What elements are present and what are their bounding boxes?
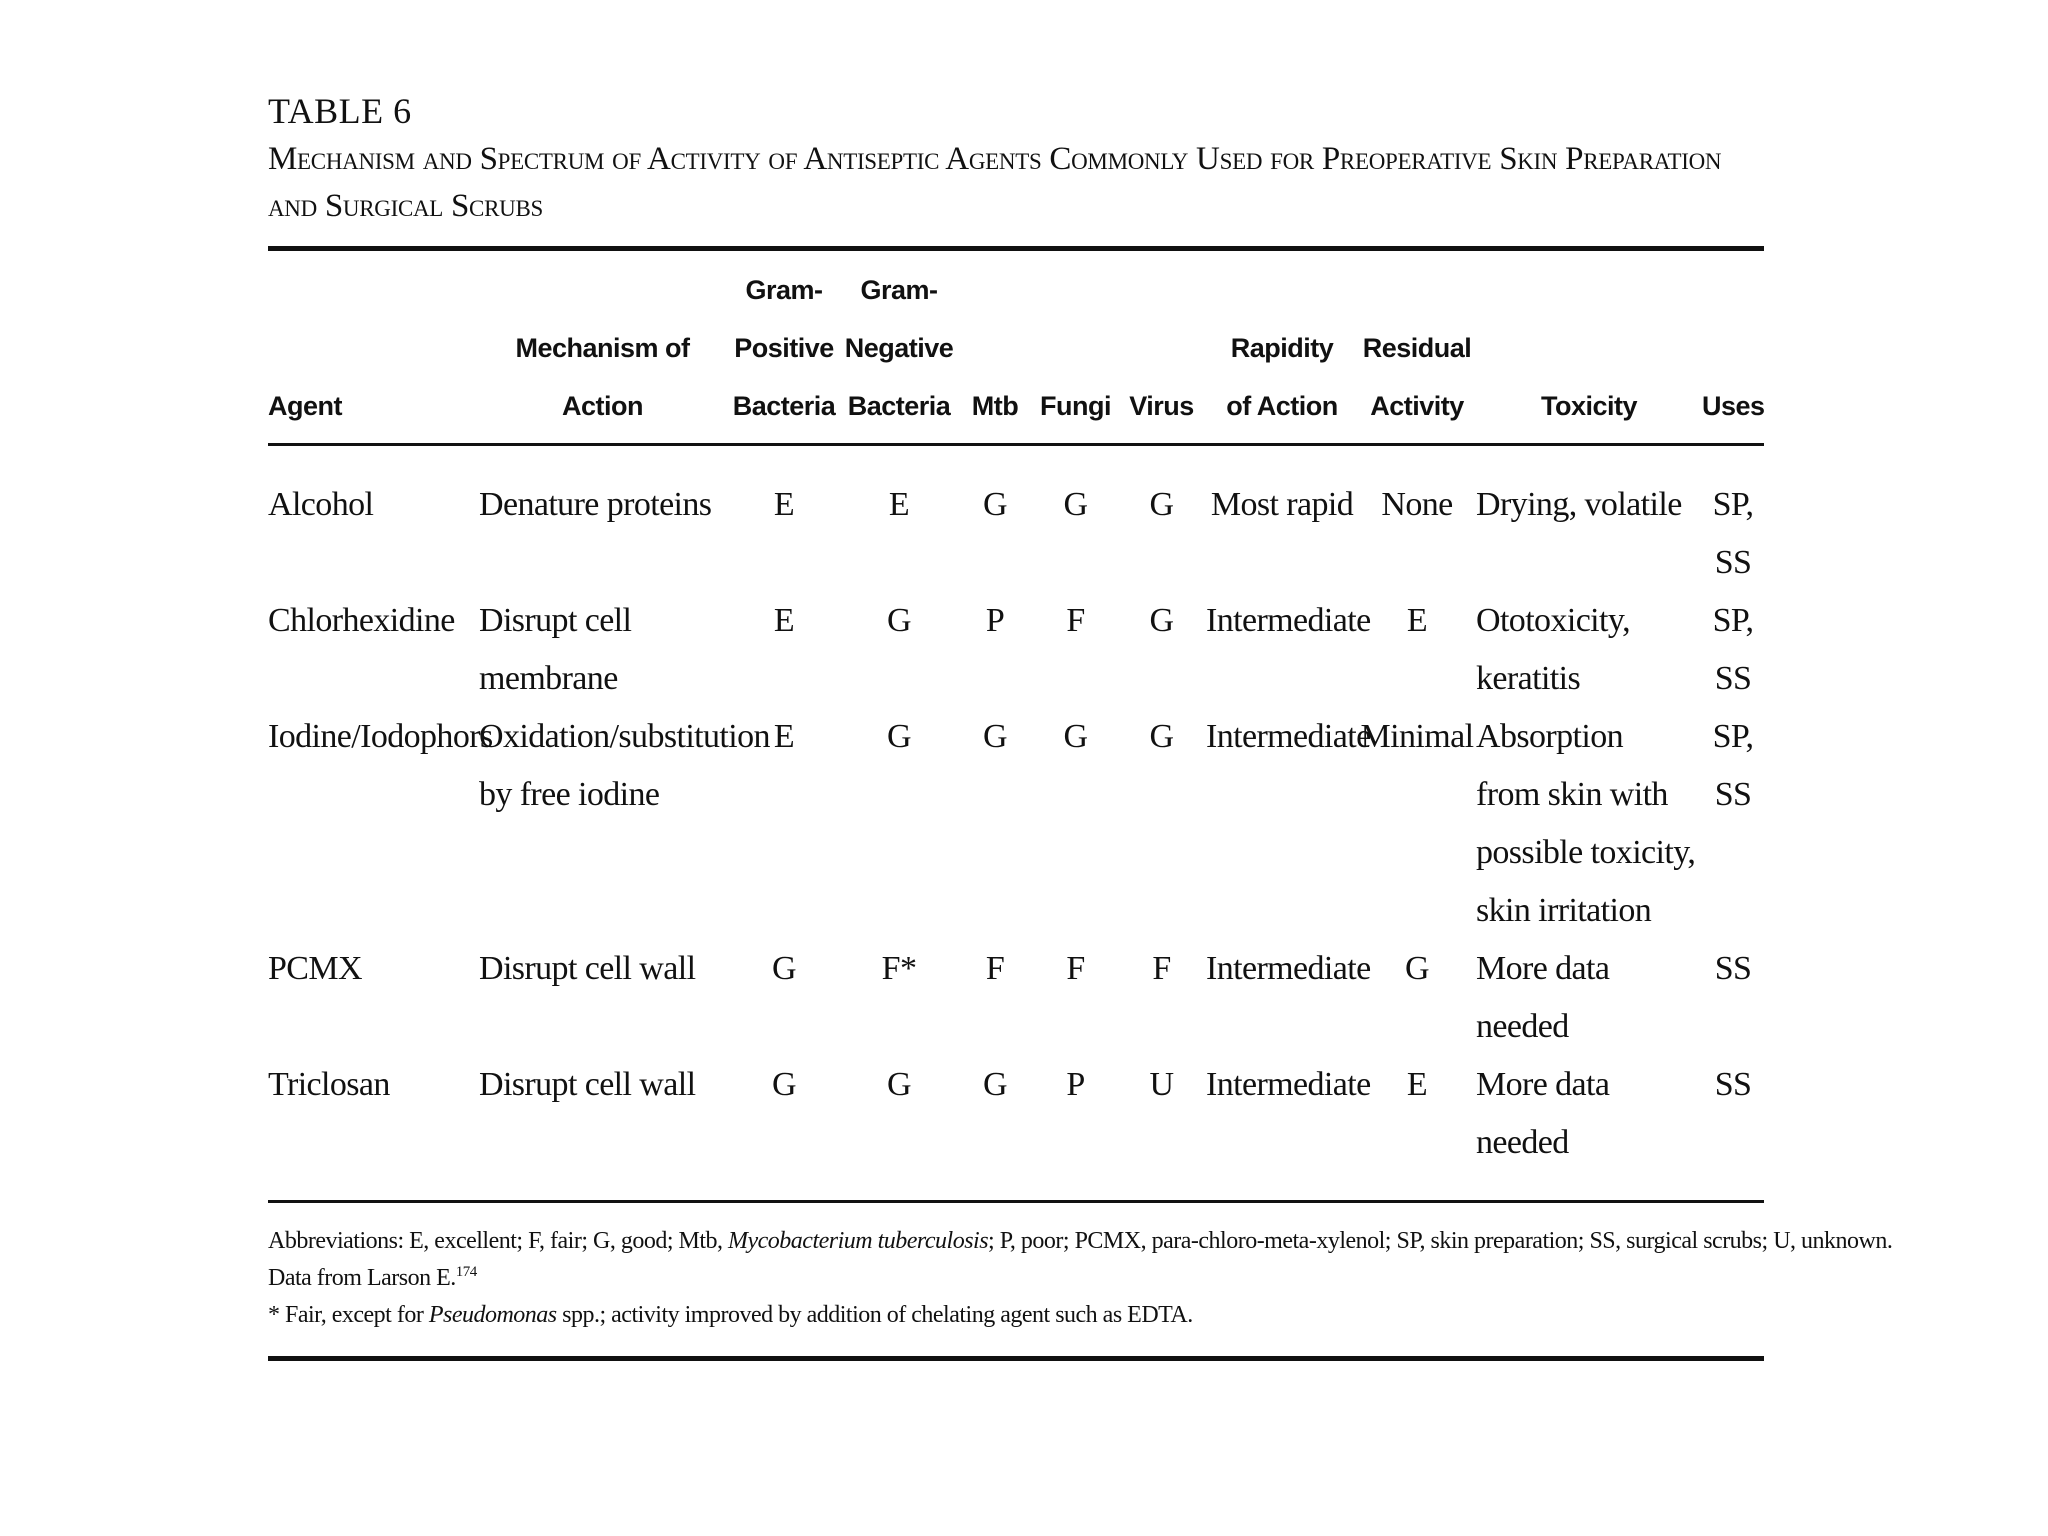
cell-line: More data needed [1476,950,1610,1045]
mtb-cell: G [983,718,1007,755]
header-line: Residual [1362,333,1472,363]
table-row [268,708,1764,940]
virus-cell: U [1149,1066,1174,1103]
uses-cell: SP, SS [1712,486,1754,581]
toxicity-cell [1476,1056,1702,1200]
residual-cell: E [1406,1066,1428,1103]
rapidity-cell: Intermediate [1206,602,1371,639]
header-line [268,319,479,377]
header-line [956,261,1034,319]
cell-line: membrane [479,660,618,697]
cell-line: Oxidation/substitution [479,718,770,755]
header-line: Bacteria [732,391,836,421]
header-line [1117,261,1206,319]
fungi-cell: P [1066,1066,1085,1103]
header-line: Rapidity [1230,333,1334,363]
virus-cell: G [1149,486,1174,523]
header-line [1117,319,1206,377]
toxicity-cell [1476,445,1702,593]
header-line: Toxicity [1540,391,1638,421]
column-header-mtb [956,251,1034,445]
abbreviations-note [268,1223,1893,1260]
header-line [1206,261,1358,319]
table-body [268,445,1764,1201]
residual-cell: Minimal [1360,718,1474,755]
virus-cell: G [1149,602,1174,639]
agent-cell: Alcohol [268,486,374,523]
cell-line: Disrupt cell wall [479,950,696,987]
residual-cell: G [1405,950,1429,987]
column-header-toxicity [1476,251,1702,445]
mtb-cell: G [983,486,1007,523]
uses-cell: SP, SS [1712,718,1754,813]
cell-line: Disrupt cell [479,602,632,639]
gram-positive-cell: E [773,486,795,523]
gram-positive-cell: E [773,602,795,639]
fair-italic-text: Pseudomonas [428,1302,557,1328]
header-line [268,261,479,319]
header-line: Gram- [745,275,823,305]
column-header-agent [268,251,479,445]
agent-cell: PCMX [268,950,362,987]
header-line: Positive [734,333,834,363]
header-line: Action [562,391,643,421]
bottom-rule [268,1356,1764,1361]
table-label: TABLE 6 [268,91,412,131]
column-header-virus [1117,251,1206,445]
mechanism-cell [479,940,726,1056]
column-header-rapidity [1206,251,1358,445]
gram-negative-cell: E [888,486,910,523]
cell-line: from skin with [1476,776,1668,813]
header-line: Virus [1129,391,1194,421]
mechanism-cell [479,445,726,593]
source-reference: 174 [455,1264,477,1280]
gram-negative-cell: F* [881,950,917,987]
header-line: Fungi [1040,391,1111,421]
column-header-gram-negative [842,251,956,445]
header-line [956,319,1034,377]
table-row [268,445,1764,593]
residual-cell: E [1406,602,1428,639]
mtb-cell: F [985,950,1005,987]
table-container [268,88,1893,1361]
uses-cell: SS [1714,950,1752,987]
abbrev-italic-text: Mycobacterium tuberculosis [728,1228,989,1254]
cell-line: Ototoxicity, keratitis [1476,602,1630,697]
rapidity-cell: Intermediate [1206,950,1371,987]
header-line: Negative [844,333,954,363]
header-line [479,261,726,319]
cell-line: Disrupt cell wall [479,1066,696,1103]
gram-negative-cell: G [887,718,911,755]
agent-cell: Iodine/Iodophors [268,718,493,755]
table-row [268,592,1764,708]
virus-cell: F [1152,950,1171,987]
rapidity-cell: Most rapid [1210,486,1354,523]
fungi-cell: F [1066,602,1085,639]
fungi-cell: F [1066,950,1085,987]
column-header-fungi [1034,251,1117,445]
table-row [268,1056,1764,1200]
uses-cell: SS [1714,1066,1752,1103]
agent-cell: Triclosan [268,1066,390,1103]
header-line: Agent [268,391,342,421]
fungi-cell: G [1063,718,1088,755]
cell-line: Denature proteins [479,486,712,523]
fair-text-2: spp.; activity improved by addition of chelating agent such as EDTA. [556,1302,1193,1328]
column-header-mechanism [479,251,726,445]
column-header-residual [1358,251,1476,445]
footnotes [268,1203,1893,1356]
cell-line: skin irritation [1476,892,1652,929]
source-text: Data from Larson E. [268,1265,456,1291]
header-line: Activity [1370,391,1464,421]
fair-text-1: * Fair, except for [268,1302,429,1328]
uses-cell: SP, SS [1712,602,1754,697]
agent-cell: Chlorhexidine [268,602,455,639]
header-line: of Action [1226,391,1338,421]
toxicity-cell [1476,708,1702,940]
toxicity-cell [1476,592,1702,708]
header-row [268,251,1764,445]
mtb-cell: G [983,1066,1007,1103]
antiseptic-table [268,251,1764,1200]
virus-cell: G [1149,718,1174,755]
cell-line: Drying, volatile [1476,486,1682,523]
header-line: Mtb [971,391,1019,421]
header-line [1702,261,1764,319]
gram-positive-cell: G [772,1066,796,1103]
gram-positive-cell: G [772,950,796,987]
header-line [1358,261,1476,319]
cell-line: by free iodine [479,776,660,813]
header-line [1476,319,1702,377]
rapidity-cell: Intermediate [1206,1066,1371,1103]
gram-negative-cell: G [887,1066,911,1103]
header-line [1476,261,1702,319]
cell-line: More data needed [1476,1066,1610,1161]
rapidity-cell: Intermediate [1206,718,1371,755]
header-line: Gram- [860,275,938,305]
toxicity-cell [1476,940,1702,1056]
mechanism-cell [479,1056,726,1200]
header-line [1702,319,1764,377]
fungi-cell: G [1063,486,1088,523]
column-header-uses [1702,251,1764,445]
column-header-gram-positive [726,251,842,445]
residual-cell: None [1381,486,1453,523]
header-line: Uses [1702,391,1765,421]
header-line: Bacteria [847,391,951,421]
mtb-cell: P [985,602,1005,639]
table-title: Mechanism and Spectrum of Activity of Antiseptic Agents Commonly Used for Preoperative Skin Preparation and Surgical Scrubs [268,141,1722,224]
abbrev-text-2: ; P, poor; PCMX, para-chloro-meta-xylenol; SP, skin preparation; SS, surgical scrubs; U, unknown. [988,1228,1893,1254]
fair-footnote [268,1297,1764,1334]
source-note [268,1260,1764,1297]
gram-positive-cell: E [773,718,795,755]
gram-negative-cell: G [887,602,911,639]
abbrev-text-1: Abbreviations: E, excellent; F, fair; G, good; Mtb, [268,1228,728,1254]
header-line [1034,261,1117,319]
header-line: Mechanism of [515,333,690,363]
table-row [268,940,1764,1056]
cell-line: Absorption [1476,718,1624,755]
mechanism-cell [479,592,726,708]
mechanism-cell [479,708,770,940]
cell-line: possible toxicity, [1476,834,1696,871]
header-line [1034,319,1117,377]
